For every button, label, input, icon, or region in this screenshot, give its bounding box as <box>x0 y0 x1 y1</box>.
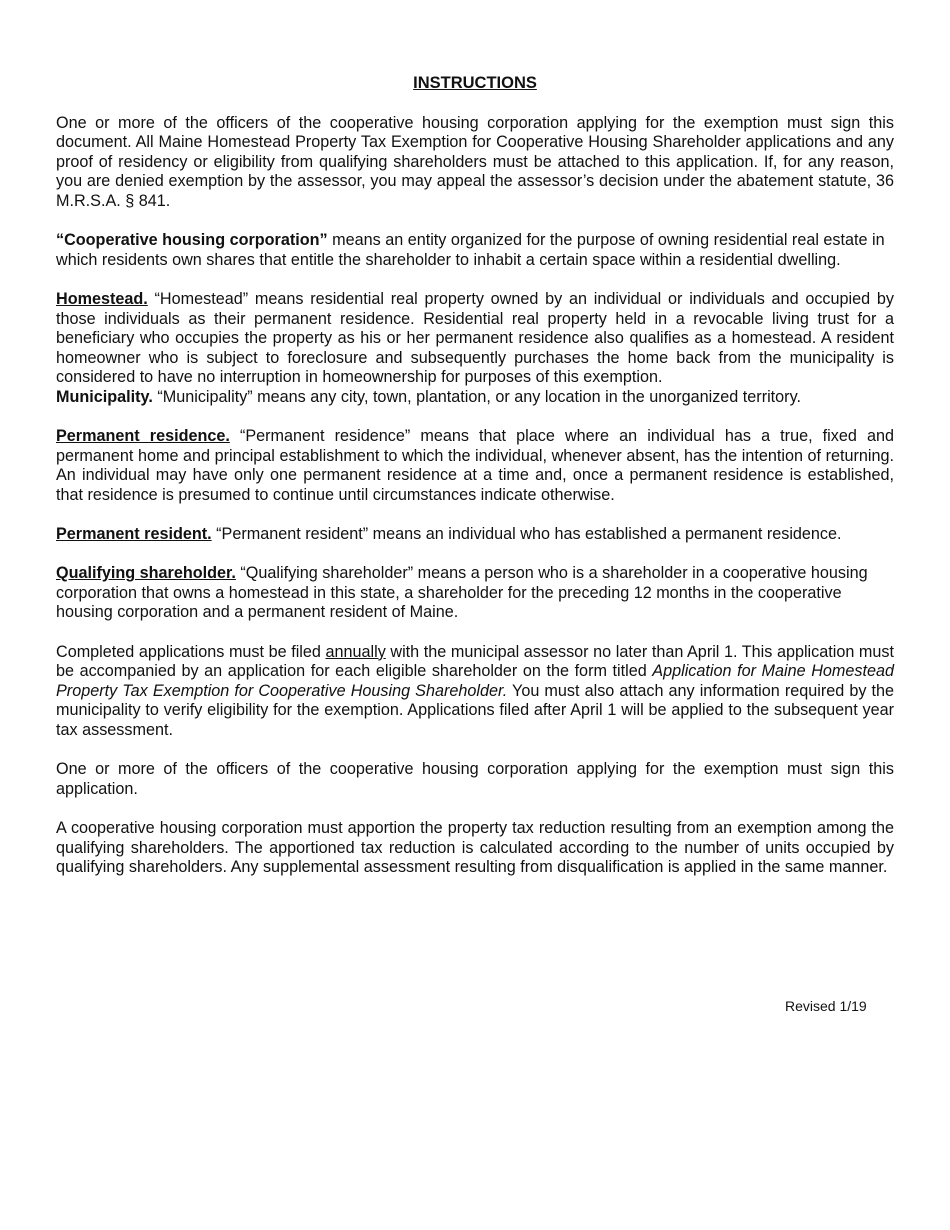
definition-municipality <box>56 388 894 408</box>
filing-form-title: Application for Maine Homestead Property Tax Exemption for Cooperative Housing Shareholder. <box>56 662 894 700</box>
filing-paragraph <box>56 643 894 741</box>
definition-text: “Municipality” means any city, town, plantation, or any location in the unorganized territory. <box>152 387 801 406</box>
definition-text: “Homestead” means residential real property owned by an individual or individuals and occupied by those individuals as their permanent residence. Residential real property held in a revocable living trust for a beneficiary who occupies the property as his or her permanent residence also qualifies as a homestead. A resident homeowner who is subject to foreclosure and subsequently purchases the home back from the municipality is considered to have no interruption in homeownership for purposes of this exemption. <box>56 289 894 387</box>
definition-term: “Cooperative housing corporation” <box>56 231 328 250</box>
definition-text: “Permanent residence” means that place where an individual has a true, fixed and permanent home and principal establishment to which the individual, whenever absent, has the intention of returning. An individual may have only one permanent residence at a time and, once a permanent residence is established, that residence is presumed to continue until circumstances indicate otherwise. <box>56 427 894 504</box>
filing-text-before: Completed applications must be filed <box>56 642 326 661</box>
definition-qualifying-shareholder <box>56 564 894 623</box>
definition-term: Municipality. <box>56 387 153 406</box>
definition-homestead <box>56 290 894 388</box>
definition-cooperative-housing-corporation <box>56 231 894 270</box>
definition-term: Permanent residence. <box>56 427 230 446</box>
revision-note: Revised 1/19 <box>785 998 867 1014</box>
officers-paragraph: One or more of the officers of the cooperative housing corporation applying for the exemption must sign this application. <box>56 760 894 798</box>
filing-text-middle: with the municipal assessor no later than April 1. This application must be accompanied by an application for each eligible shareholder on the form titled <box>56 642 894 681</box>
definition-permanent-residence <box>56 427 894 505</box>
apportion-paragraph: A cooperative housing corporation must apportion the property tax reduction resulting from an exemption among the qualifying shareholders. The apportioned tax reduction is calculated according to the number of units occupied by qualifying shareholders. Any supplemental assessment resulting from disqualification is applied in the same manner. <box>56 818 894 877</box>
intro-paragraph: One or more of the officers of the cooperative housing corporation applying for the exemption must sign this document. All Maine Homestead Property Tax Exemption for Cooperative Housing Shareholder applications and any proof of residency or eligibility from qualifying shareholders must be attached to this application. If, for any reason, you are denied exemption by the assessor, you may appeal the assessor’s decision under the abatement statute, 36 M.R.S.A. § 841. <box>56 113 894 210</box>
filing-text-after: You must also attach any information required by the municipality to verify eligibility for the exemption. Applications filed after April 1 will be applied to the subsequent year tax assessment. <box>56 681 894 739</box>
definition-text: means an entity organized for the purpose of owning residential real estate in which residents own shares that entitle the shareholder to inhabit a certain space within a residential dwelling. <box>56 231 885 269</box>
definition-text: “Qualifying shareholder” means a person who is a shareholder in a cooperative housing corporation that owns a homestead in this state, a shareholder for the preceding 12 months in the cooperative housing corporation and a permanent resident of Maine. <box>56 564 868 622</box>
definition-text: “Permanent resident” means an individual who has established a permanent residence. <box>211 525 842 544</box>
page-title: INSTRUCTIONS <box>413 74 537 92</box>
definition-term: Permanent resident. <box>56 525 212 544</box>
instructions-document <box>56 74 894 897</box>
filing-annually: annually <box>325 642 386 661</box>
definition-permanent-resident <box>56 525 894 545</box>
definition-term: Qualifying shareholder. <box>56 564 236 583</box>
definition-term: Homestead. <box>56 289 148 308</box>
